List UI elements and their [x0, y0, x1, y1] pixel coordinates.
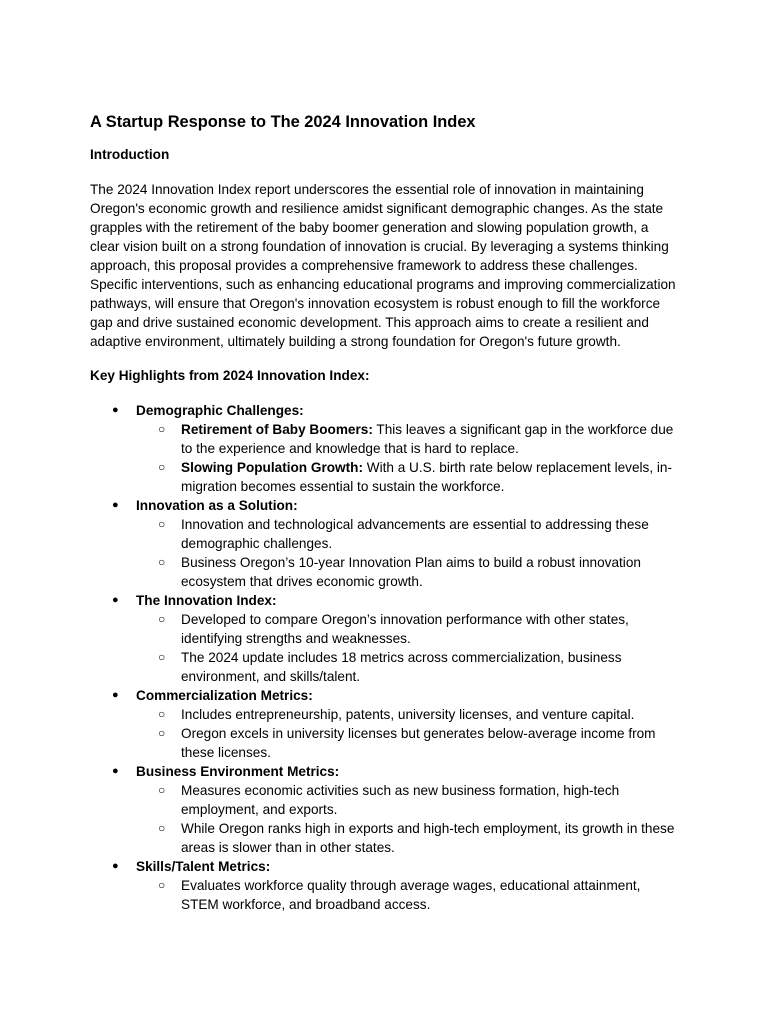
sub-bullet-icon: ○ [158, 612, 166, 626]
highlight-item [90, 401, 678, 496]
bullet-icon: ● [112, 860, 119, 872]
bullet-icon: ● [112, 594, 119, 606]
sub-bullet-icon: ○ [158, 783, 166, 797]
sub-list [136, 515, 678, 591]
bullet-icon: ● [112, 499, 119, 511]
highlights-heading: Key Highlights from 2024 Innovation Index: [90, 368, 370, 383]
sub-list [136, 420, 678, 496]
sub-list [136, 876, 678, 914]
sub-item [136, 648, 678, 686]
sub-bullet-icon: ○ [158, 422, 166, 436]
sub-list [136, 705, 678, 762]
sub-item-text: Includes entrepreneurship, patents, university licenses, and venture capital. [181, 707, 635, 722]
sub-item [136, 705, 678, 724]
intro-paragraph: The 2024 Innovation Index report underscores the essential role of innovation in maintaining Oregon's economic growth and resilience amidst significant demographic changes. As the state grapples with the retirement of the baby boomer generation and slowing population growth, a clear vision built on a strong foundation of innovation is crucial. By leveraging a systems thinking approach, this proposal provides a comprehensive framework to address these challenges. Specific interventions, such as enhancing educational programs and improving commercialization pathways, will ensure that Oregon's innovation ecosystem is robust enough to fill the workforce gap and drive sustained economic development. This approach aims to create a resilient and adaptive environment, ultimately building a strong foundation for Oregon's future growth. [90, 182, 676, 349]
sub-item [136, 553, 678, 591]
sub-item [136, 724, 678, 762]
sub-bullet-icon: ○ [158, 517, 166, 531]
highlights-list [90, 401, 678, 914]
sub-item-bold: Slowing Population Growth: [181, 460, 363, 475]
sub-item-text: This leaves a significant gap in the workforce due to the experience and knowledge that is hard to replace. [181, 422, 674, 456]
sub-item-text: Innovation and technological advancements are essential to addressing these demographic challenges. [181, 517, 649, 551]
sub-item-text: While Oregon ranks high in exports and high-tech employment, its growth in these areas is slower than in other states. [181, 821, 675, 855]
sub-item-text: Business Oregon’s 10-year Innovation Plan aims to build a robust innovation ecosystem that drives economic growth. [181, 555, 641, 589]
highlight-label: Commercialization Metrics: [136, 688, 313, 703]
sub-bullet-icon: ○ [158, 707, 166, 721]
sub-list [136, 610, 678, 686]
highlight-item [90, 857, 678, 914]
sub-bullet-icon: ○ [158, 555, 166, 569]
sub-bullet-icon: ○ [158, 460, 166, 474]
sub-item [136, 781, 678, 819]
intro-heading: Introduction [90, 147, 170, 162]
sub-item [136, 819, 678, 857]
highlight-item [90, 762, 678, 857]
sub-item-text: Measures economic activities such as new business formation, high-tech employment, and exports. [181, 783, 620, 817]
highlight-item [90, 496, 678, 591]
bullet-icon: ● [112, 689, 119, 701]
sub-item-text: Developed to compare Oregon’s innovation performance with other states, identifying strengths and weaknesses. [181, 612, 629, 646]
highlight-item [90, 591, 678, 686]
bullet-icon: ● [112, 765, 119, 777]
highlight-label: Business Environment Metrics: [136, 764, 340, 779]
sub-item [136, 515, 678, 553]
sub-item-text: With a U.S. birth rate below replacement levels, in-migration becomes essential to sustain the workforce. [181, 460, 672, 494]
sub-bullet-icon: ○ [158, 726, 166, 740]
sub-item-text: The 2024 update includes 18 metrics across commercialization, business environment, and skills/talent. [181, 650, 622, 684]
sub-item [136, 458, 678, 496]
sub-bullet-icon: ○ [158, 878, 166, 892]
highlight-label: Innovation as a Solution: [136, 498, 298, 513]
bullet-icon: ● [112, 404, 119, 416]
sub-item [136, 876, 678, 914]
sub-bullet-icon: ○ [158, 821, 166, 835]
sub-item [136, 420, 678, 458]
highlight-item [90, 686, 678, 762]
sub-item [136, 610, 678, 648]
sub-bullet-icon: ○ [158, 650, 166, 664]
sub-list [136, 781, 678, 857]
highlight-label: The Innovation Index: [136, 593, 277, 608]
sub-item-text: Evaluates workforce quality through average wages, educational attainment, STEM workforce, and broadband access. [181, 878, 641, 912]
sub-item-bold: Retirement of Baby Boomers: [181, 422, 373, 437]
highlight-label: Skills/Talent Metrics: [136, 859, 271, 874]
document-title: A Startup Response to The 2024 Innovation Index [90, 113, 476, 131]
sub-item-text: Oregon excels in university licenses but generates below-average income from these licenses. [181, 726, 656, 760]
highlight-label: Demographic Challenges: [136, 403, 304, 418]
